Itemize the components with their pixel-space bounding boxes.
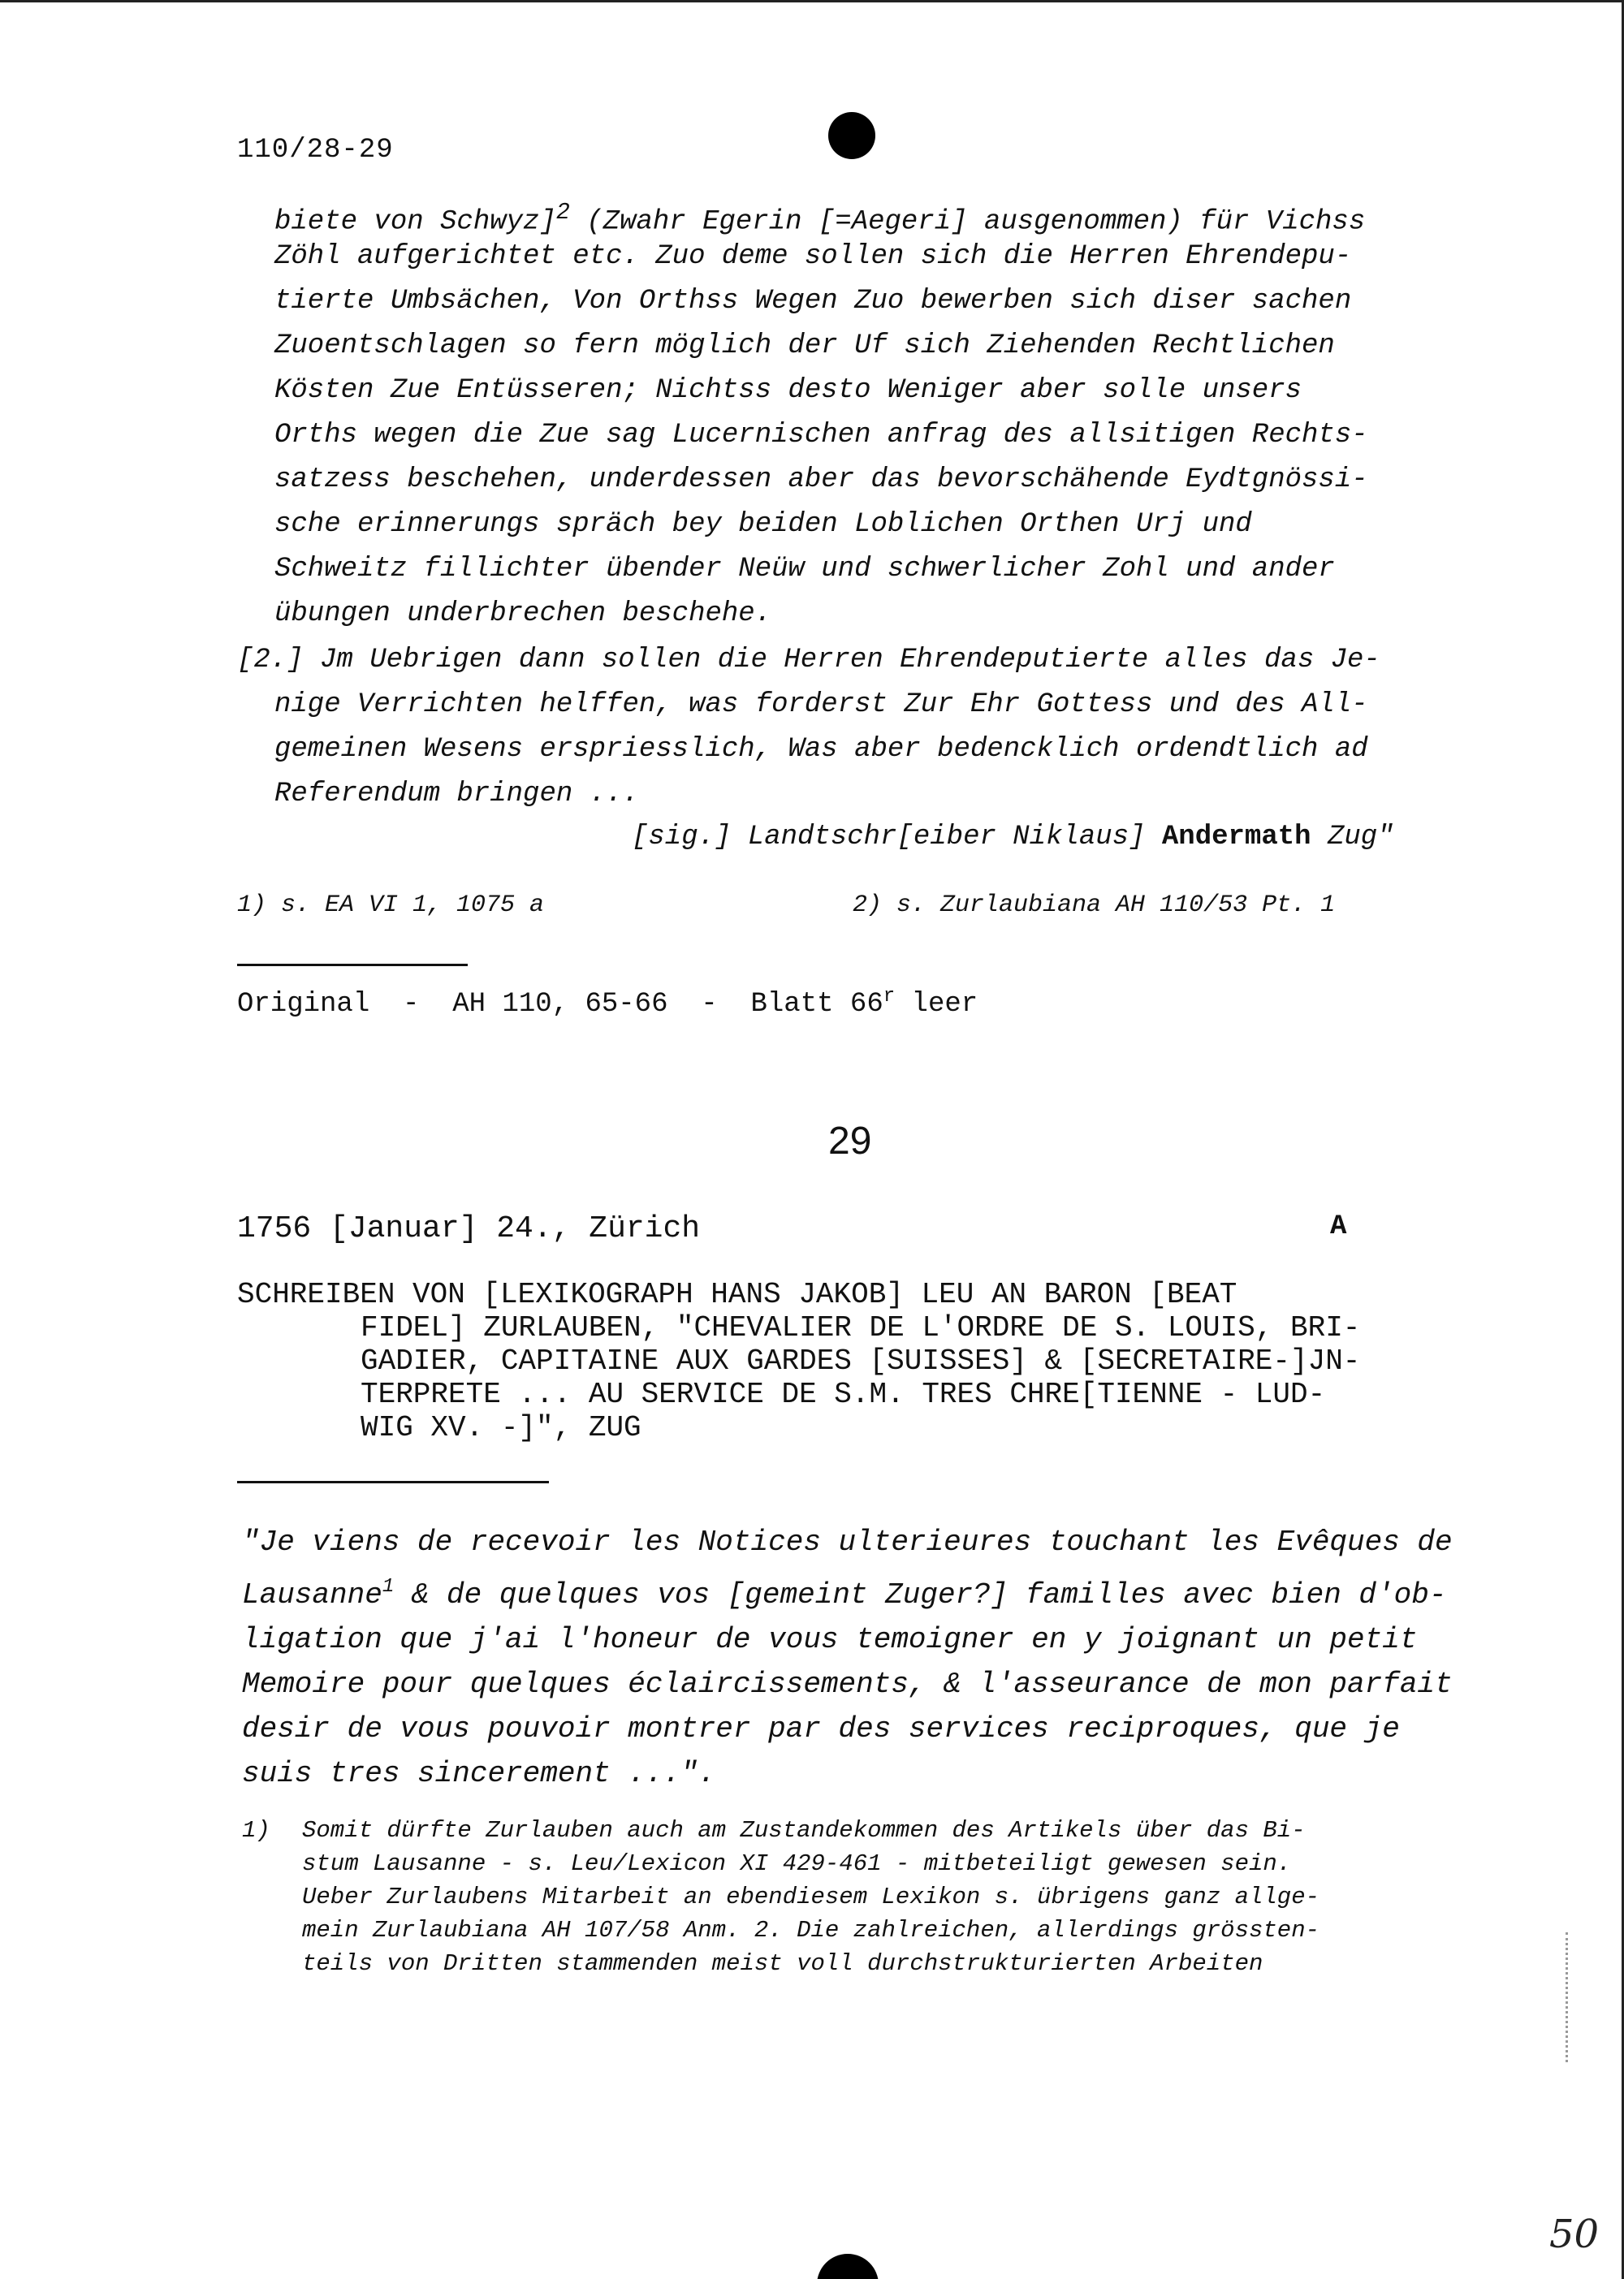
handwritten-page-number: 50 <box>1549 2212 1600 2257</box>
quote-line: Memoire pour quelques éclaircissements, & l'asseurance de mon parfait <box>242 1668 1453 1701</box>
text-line: gemeinen Wesens erspriesslich, Was aber bedencklich ordendtlich ad <box>274 734 1368 765</box>
footnote-line: stum Lausanne - s. Leu/Lexicon XI 429-461 - mitbeteiligt gewesen sein. <box>302 1850 1292 1877</box>
text-line: Kösten Zue Entüsseren; Nichtss desto Weniger aber solle unsers <box>274 375 1302 406</box>
footnote-2: 2) s. Zurlaubiana AH 110/53 Pt. 1 <box>853 891 1336 919</box>
text-line: [2.] Jm Uebrigen dann sollen die Herren Ehrendeputierte alles das Je- <box>237 645 1380 675</box>
quote-line: suis tres sincerement ...". <box>242 1757 716 1790</box>
page-border-top <box>0 0 1624 2</box>
signature-name: Andermath <box>1161 822 1311 852</box>
text-fragment: biete von Schwyz] <box>274 206 556 238</box>
punch-hole-top <box>828 112 875 159</box>
footnote-number: 1) <box>242 1817 270 1844</box>
text-line: sche erinnerungs spräch bey beiden Loblichen Orthen Urj und <box>274 509 1252 540</box>
title-line: TERPRETE ... AU SERVICE DE S.M. TRES CHRE[TIENNE - LUD- <box>361 1378 1326 1411</box>
footnote-line: Ueber Zurlaubens Mitarbeit an ebendiesem Lexikon s. übrigens ganz allge- <box>302 1884 1320 1910</box>
text-line: Zuoentschlagen so fern möglich der Uf sich Ziehenden Rechtlichen <box>274 330 1335 361</box>
letter-quote <box>242 1520 1453 1796</box>
text-line: nige Verrichten helffen, was forderst Zur Ehr Gottess und des All- <box>274 689 1368 720</box>
footnote-line: teils von Dritten stammenden meist voll durchstrukturierten Arbeiten <box>302 1950 1263 1977</box>
archive-reference: 110/28-29 <box>237 135 394 166</box>
text-line: satzess beschehen, underdessen aber das bevorschähende Eydtgnössi- <box>274 464 1368 495</box>
text-fragment: & de quelques vos [gemeint Zuger?] familles avec bien d'ob- <box>394 1578 1447 1612</box>
document-type-letter: A <box>1330 1211 1347 1242</box>
item-2-paragraph <box>237 638 1380 817</box>
quote-line: "Je viens de recevoir les Notices ulterieures touchant les Evêques de <box>242 1526 1453 1559</box>
previous-document-text <box>274 190 1368 637</box>
signature-line <box>632 822 1394 852</box>
date-place: 1756 [Januar] 24., Zürich <box>237 1211 701 1246</box>
title-line: FIDEL] ZURLAUBEN, "CHEVALIER DE L'ORDRE DE S. LOUIS, BRI- <box>361 1311 1361 1345</box>
title-line: WIG XV. -]", ZUG <box>361 1411 641 1444</box>
text-line: übungen underbrechen beschehe. <box>274 598 772 629</box>
text-line: tierte Umbsächen, Von Orthss Wegen Zuo bewerben sich diser sachen <box>274 286 1352 317</box>
signature-prefix: [sig.] Landtschr[eiber Niklaus] <box>632 822 1162 852</box>
separator-rule <box>237 964 468 966</box>
title-line: GADIER, CAPITAINE AUX GARDES [SUISSES] & [SECRETAIRE-]JN- <box>361 1345 1361 1378</box>
scan-artifact-dots <box>1566 1932 1568 2062</box>
text-fragment: (Zwahr Egerin [=Aegeri] ausgenommen) für Vichss <box>569 206 1366 238</box>
text-fragment: Lausanne <box>242 1578 382 1612</box>
text-line: Zöhl aufgerichtet etc. Zuo deme sollen sich die Herren Ehrendepu- <box>274 241 1352 272</box>
punch-hole-bottom <box>817 2254 879 2279</box>
document-number: 29 <box>828 1120 872 1163</box>
quote-line: ligation que j'ai l'honeur de vous temoigner en y joignant un petit <box>242 1623 1418 1656</box>
document-title <box>237 1278 1360 1444</box>
text-line: Schweitz fillichter übender Neüw und schwerlicher Zohl und ander <box>274 554 1335 585</box>
quote-line: desir de vous pouvoir montrer par des services reciproques, que je <box>242 1712 1400 1746</box>
quote-line <box>242 1565 1453 1617</box>
footnote-line <box>242 1814 1320 1847</box>
title-line: SCHREIBEN VON [LEXIKOGRAPH HANS JAKOB] LEU AN BARON [BEAT <box>237 1278 1237 1311</box>
original-after: leer <box>895 989 978 1020</box>
text-line <box>274 190 1368 238</box>
original-source-note <box>237 986 978 1020</box>
signature-suffix: Zug" <box>1311 822 1394 852</box>
footnote-1: 1) s. EA VI 1, 1075 a <box>237 891 545 919</box>
text-line: Referendum bringen ... <box>274 779 639 809</box>
original-superscript: r <box>883 986 896 1008</box>
document-footnote <box>242 1814 1320 1980</box>
footnote-ref: 1 <box>382 1576 395 1598</box>
original-text: Original - AH 110, 65-66 - Blatt 66 <box>237 989 883 1020</box>
footnote-line: mein Zurlaubiana AH 107/58 Anm. 2. Die zahlreichen, allerdings grössten- <box>302 1917 1320 1944</box>
text-line: Orths wegen die Zue sag Lucernischen anfrag des allsitigen Rechts- <box>274 420 1368 451</box>
footnote-ref: 2 <box>555 199 570 226</box>
footnote-text: Somit dürfte Zurlauben auch am Zustandekommen des Artikels über das Bi- <box>302 1817 1306 1844</box>
separator-rule <box>237 1481 549 1483</box>
